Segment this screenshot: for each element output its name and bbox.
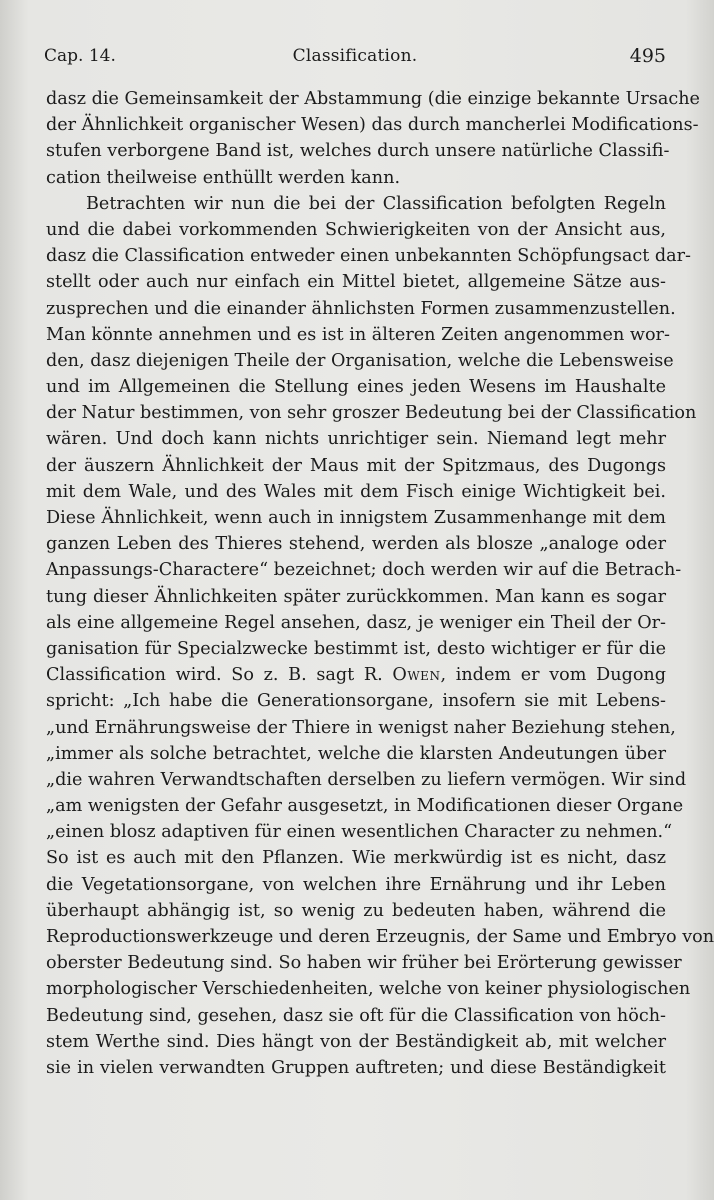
text-line [46, 898, 666, 924]
text-line-content: dasz die Gemeinsamkeit der Abstammung (die einzige bekannte Ursache [46, 89, 700, 109]
page-number: 495 [629, 45, 666, 67]
text-line [46, 950, 682, 976]
text-line [46, 1029, 666, 1055]
text-line-content: Diese Ähnlichkeit, wenn auch in innigstem Zusammenhange mit dem [46, 508, 666, 528]
text-line-content: „einen blosz adaptiven für einen wesentlichen Character zu nehmen.“ [46, 822, 673, 843]
text-line [46, 479, 666, 505]
text-line [46, 243, 691, 269]
text-line-content: stufen verborgene Band ist, welches durch unsere natürliche Classifi- [46, 141, 670, 162]
text-line-content: dasz die Classification entweder einen unbekannten Schöpfungsact dar- [46, 246, 691, 267]
text-line-content: „und Ernährungsweise der Thiere in wenigst naher Beziehung stehen, [46, 717, 676, 738]
text-line [46, 767, 687, 793]
section-title: Classification. [292, 46, 418, 66]
text-line-content: mit dem Wale, und des Wales mit dem Fisch einige Wichtigkeit bei. [46, 481, 666, 502]
text-line [46, 793, 684, 819]
text-line [46, 688, 666, 714]
text-line [46, 112, 699, 138]
body-text [46, 86, 714, 1081]
text-line [46, 636, 666, 662]
text-line-content: stellt oder auch nur einfach ein Mittel bietet, allgemeine Sätze aus- [46, 272, 666, 293]
text-line-continuation: , indem er vom Dugong [440, 665, 667, 686]
text-line-content: und im Allgemeinen die Stellung eines jeden Wesens im Haushalte [46, 377, 666, 398]
text-line [46, 296, 676, 322]
text-line [46, 531, 666, 557]
text-line-content: wären. Und doch kann nichts unrichtiger sein. Niemand legt mehr [46, 429, 666, 450]
text-line [46, 426, 666, 452]
text-line [46, 86, 700, 112]
text-line-content: der Ähnlichkeit organischer Wesen) das durch mancherlei Modifications- [46, 115, 699, 136]
running-header [44, 44, 666, 68]
chapter-label: Cap. 14. [44, 46, 116, 66]
text-line [46, 191, 666, 217]
text-line-content: stem Werthe sind. Dies hängt von der Beständigkeit ab, mit welcher [46, 1031, 666, 1052]
text-line-content: der Natur bestimmen, von sehr groszer Bedeutung bei der Classification [46, 403, 697, 424]
text-line-content: überhaupt abhängig ist, so wenig zu bedeuten haben, während die [46, 900, 666, 921]
text-line [46, 610, 666, 636]
text-line-content: Classification wird. So z. B. sagt R. [46, 665, 383, 686]
text-line [46, 165, 666, 191]
text-line-content: der äuszern Ähnlichkeit der Maus mit der Spitzmaus, des Dugongs [46, 455, 666, 476]
text-line-content: den, dasz diejenigen Theile der Organisation, welche die Lebensweise [46, 350, 674, 371]
text-line [46, 138, 670, 164]
text-line-content: oberster Bedeutung sind. So haben wir früher bei Erörterung gewisser [46, 953, 682, 974]
text-line-content: zusprechen und die einander ähnlichsten Formen zusammenzustellen. [46, 298, 676, 319]
text-line-content: Anpassungs-Charactere“ bezeichnet; doch werden wir auf die Betrach- [46, 560, 682, 581]
text-line-content: ganzen Leben des Thieres stehend, werden als blosze „analoge oder [46, 534, 666, 555]
text-line [46, 924, 714, 950]
text-line [46, 584, 666, 610]
text-line [46, 269, 666, 295]
text-line-content: Betrachten wir nun die bei der Classification befolgten Regeln [86, 193, 666, 214]
text-line [46, 872, 666, 898]
text-line [46, 819, 673, 845]
text-line [46, 715, 676, 741]
text-line [46, 741, 666, 767]
author-name: Owen [392, 665, 441, 686]
text-line-content: Man könnte annehmen und es ist in älteren Zeiten angenommen wor- [46, 324, 670, 345]
text-line [46, 505, 666, 531]
text-line [46, 845, 666, 871]
text-line [46, 322, 670, 348]
text-line-content: ganisation für Specialzwecke bestimmt ist, desto wichtiger er für die [46, 638, 666, 659]
text-line-content: als eine allgemeine Regel ansehen, dasz, je weniger ein Theil der Or- [46, 612, 666, 633]
text-line-content: sie in vielen verwandten Gruppen auftreten; und diese Beständigkeit [46, 1057, 666, 1078]
text-line [46, 374, 666, 400]
text-line [46, 217, 666, 243]
text-line [46, 1055, 666, 1081]
text-line-content: die Vegetationsorgane, von welchen ihre Ernährung und ihr Leben [46, 874, 666, 895]
text-line-content: morphologischer Verschiedenheiten, welche von keiner physiologischen [46, 979, 691, 1000]
text-line-content: cation theilweise enthüllt werden kann. [46, 167, 401, 188]
text-line-content: tung dieser Ähnlichkeiten später zurückkommen. Man kann es sogar [46, 586, 666, 607]
text-line [46, 400, 697, 426]
text-line [46, 348, 674, 374]
text-line [46, 557, 682, 583]
text-line-content: „immer als solche betrachtet, welche die klarsten Andeutungen über [46, 743, 666, 764]
text-line [46, 662, 666, 688]
text-line-content: So ist es auch mit den Pflanzen. Wie merkwürdig ist es nicht, dasz [46, 848, 666, 869]
text-line-content: Bedeutung sind, gesehen, dasz sie oft für die Classification von höch- [46, 1005, 666, 1026]
text-line [46, 976, 691, 1002]
text-line-content: und die dabei vorkommenden Schwierigkeiten von der Ansicht aus, [46, 219, 666, 240]
text-line-content: spricht: „Ich habe die Generationsorgane, insofern sie mit Lebens- [46, 691, 666, 712]
text-line-content: „am wenigsten der Gefahr ausgesetzt, in Modificationen dieser Organe [46, 796, 684, 817]
text-line [46, 1003, 666, 1029]
text-line [46, 453, 666, 479]
text-line-content: Reproductionswerkzeuge und deren Erzeugnis, der Same und Embryo von [46, 927, 714, 947]
text-line-content: „die wahren Verwandtschaften derselben zu liefern vermögen. Wir sind [46, 769, 687, 790]
